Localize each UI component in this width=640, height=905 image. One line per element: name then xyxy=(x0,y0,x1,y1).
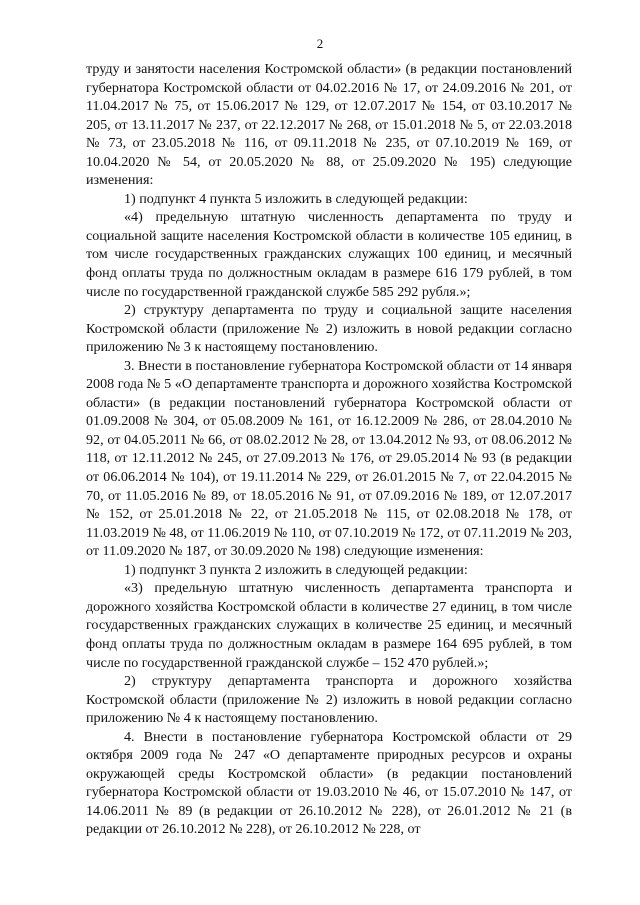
paragraph-item-3-subitem-1: 1) подпункт 3 пункта 2 изложить в следующей редакции: xyxy=(124,561,468,578)
paragraph-continuation: труду и занятости населения Костромской области» (в редакции постановлений губернатора Костромской области от 04.02.2016 № 17, от 24.09.2016 № 201, от 11.04.2017 № 75, от 15.06.2017 № 129, от 12.07.2017 № 154, от 03.10.2017 № 205, от 13.11.2017 № 237, от 22.12.2017 № 268, от 15.01.2018 № 5, от 22.03.2018 № 73, от 23.05.2018 № 116, от 09.11.2018 № 235, от 07.10.2019 № 169, от 10.04.2020 № 54, от 20.05.2020 № 88, от 25.09.2020 № 195) следующие изменения: xyxy=(86,61,572,189)
paragraph-subitem-1: 1) подпункт 4 пункта 5 изложить в следующей редакции: xyxy=(124,190,468,207)
paragraph-item-3: 3. Внести в постановление губернатора Костромской области от 14 января 2008 года № 5 «О департаменте транспорта и дорожного хозяйства Костромской области» (в редакции постановлений губернатора Костромской области от 01.09.2008 № 304, от 05.08.2009 № 161, от 16.12.2009 № 286, от 28.04.2010 № 92, от 04.05.2011 № 66, от 08.02.2012 № 28, от 13.04.2012 № 93, от 08.06.2012 № 118, от 12.11.2012 № 245, от 27.09.2013 № 176, от 29.05.2014 № 93 (в редакции от 06.06.2014 № 104), от 19.11.2014 № 229, от 26.01.2015 № 7, от 22.04.2015 № 70, от 11.05.2016 № 89, от 18.05.2016 № 91, от 07.09.2016 № 189, от 12.07.2017 № 152, от 25.01.2018 № 22, от 21.05.2018 № 115, от 02.08.2018 № 178, от 11.03.2019 № 48, от 11.06.2019 № 110, от 07.10.2019 № 172, от 07.11.2019 № 203, от 11.09.2020 № 187, от 30.09.2020 № 198) следующие изменения: xyxy=(86,357,572,560)
paragraph-item-3-subitem-2: 2) структуру департамента транспорта и дорожного хозяйства Костромской области (приложение № 2) изложить в новой редакции согласно приложению № 4 к настоящему постановлению. xyxy=(86,673,572,727)
paragraph-quoted-subitem-4: «4) предельную штатную численность департамента по труду и социальной защите населения Костромской области в количестве 105 единиц, в том числе государственных гражданских служащих 100 единиц, и месячный фонд оплаты труда по должностным окладам в размере 616 179 рублей, в том числе по государственной гражданской службе 585 292 рубля.»; xyxy=(86,209,572,300)
paragraph-item-4: 4. Внести в постановление губернатора Костромской области от 29 октября 2009 года № 247 «О департаменте природных ресурсов и охраны окружающей среды Костромской области» (в редакции постановлений губернатора Костромской области от 19.03.2010 № 46, от 15.07.2010 № 147, от 14.06.2011 № 89 (в редакции от 26.10.2012 № 228), от 26.01.2012 № 21 (в редакции от 26.10.2012 № 228), от 26.10.2012 № 228, от xyxy=(86,728,572,838)
paragraph-subitem-2: 2) структуру департамента по труду и социальной защите населения Костромской области (приложение № 2) изложить в новой редакции согласно приложению № 3 к настоящему постановлению. xyxy=(86,302,572,356)
paragraph-quoted-subitem-3: «3) предельную штатную численность департамента транспорта и дорожного хозяйства Костромской области в количестве 27 единиц, в том числе государственных гражданских служащих в количестве 25 единиц, и месячный фонд оплаты труда по должностным окладам в размере 164 695 рублей, в том числе по государственной гражданской службе – 152 470 рублей.»; xyxy=(86,580,572,671)
document-body xyxy=(86,60,572,839)
page-number: 2 xyxy=(316,36,324,51)
